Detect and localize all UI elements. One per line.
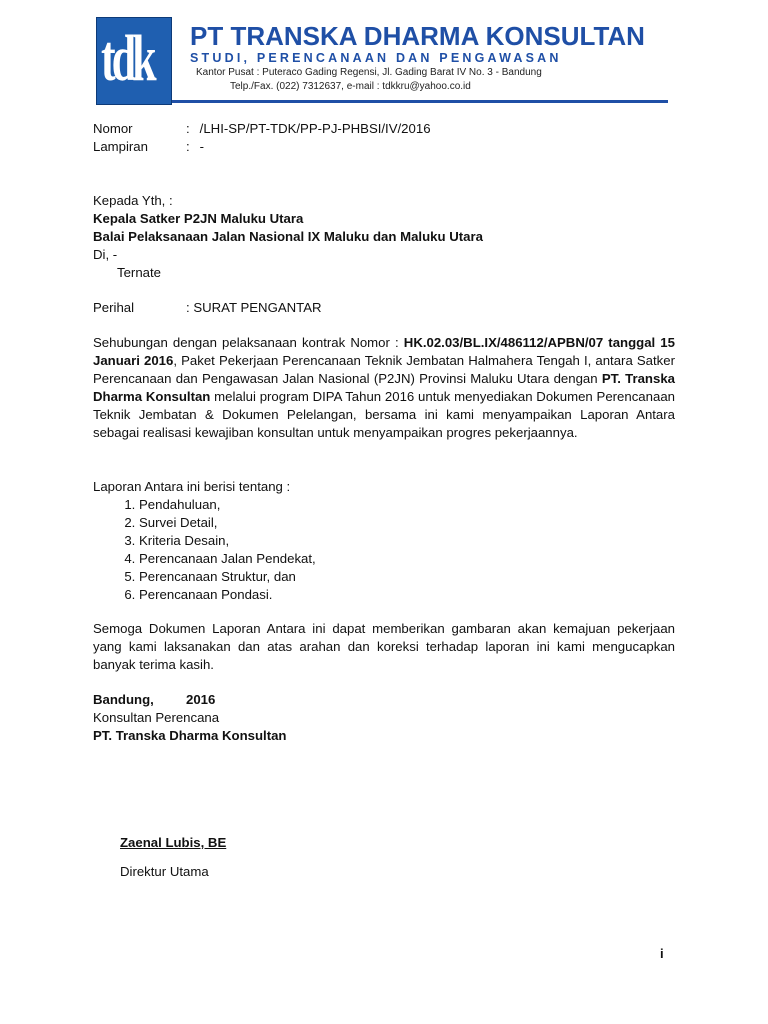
company-logo: [96, 17, 172, 105]
page-number: i: [660, 946, 664, 961]
closing-company: PT. Transka Dharma Konsultan: [93, 728, 287, 743]
logo-text: tdk: [101, 21, 153, 95]
company-contact: Telp./Fax. (022) 7312637, e-mail : tdkkru@yahoo.co.id: [230, 81, 471, 92]
company-mention: PT. Transka Dharma Konsultan: [93, 371, 675, 404]
letterhead-rule: [172, 100, 668, 103]
company-tagline: STUDI, PERENCANAAN DAN PENGAWASAN: [190, 51, 562, 65]
closing-place-date: [93, 691, 215, 709]
recipient-line-2: Balai Pelaksanaan Jalan Nasional IX Maluku dan Maluku Utara: [93, 229, 483, 244]
recipient-di: Di, -: [93, 247, 118, 262]
contract-number: HK.02.03/BL.IX/486112/APBN/07 tanggal 15 Januari 2016: [93, 335, 675, 368]
contents-list: [93, 496, 316, 604]
nomor-label: Nomor: [93, 121, 133, 136]
closing-place: Bandung,: [93, 692, 154, 707]
letterhead: [96, 17, 668, 105]
recipient-city: Ternate: [117, 265, 161, 280]
paragraph-1: Sehubungan dengan pelaksanaan kontrak Nomor : HK.02.03/BL.IX/486112/APBN/07 tanggal 15 Januari 2016, Paket Pekerjaan Perencanaan Teknik Jembatan Halmahera Tengah I, antara Satker Perencanaan dan Pengawasan Jalan Nasional (P2JN) Provinsi Maluku Utara dengan PT. Transka Dharma Konsultan melalui program DIPA Tahun 2016 untuk menyediakan Dokumen Perencanaan Teknik Jembatan & Dokumen Pelelangan, bersama ini kami menyampaikan Laporan Antara sebagai realisasi kewajiban konsultan untuk menyampaikan progres pekerjaannya.: [93, 335, 675, 440]
list-item: 6. Perencanaan Pondasi.: [139, 586, 316, 604]
list-item: 4. Perencanaan Jalan Pendekat,: [139, 550, 316, 568]
subject-label: Perihal: [93, 300, 135, 315]
paragraph-2: Semoga Dokumen Laporan Antara ini dapat memberikan gambaran akan kemajuan pekerjaan yang kami laksanakan dan atas arahan dan koreksi terhadap laporan ini kami mengucapkan banyak terima kasih.: [93, 621, 675, 672]
lampiran-row: Lampiran : -: [93, 139, 205, 154]
signer-name: Zaenal Lubis, BE: [120, 835, 227, 850]
recipient-line-1: Kepala Satker P2JN Maluku Utara: [93, 211, 304, 226]
closing-year: 2016: [186, 692, 216, 707]
list-item: 1. Pendahuluan,: [139, 496, 316, 514]
nomor-row: Nomor : /LHI-SP/PT-TDK/PP-PJ-PHBSI/IV/2016: [93, 121, 431, 136]
lampiran-label: Lampiran: [93, 139, 148, 154]
list-item: 3. Kriteria Desain,: [139, 532, 316, 550]
company-address: Kantor Pusat : Puteraco Gading Regensi, Jl. Gading Barat IV No. 3 - Bandung: [196, 67, 542, 78]
closing-role: Konsultan Perencana: [93, 710, 220, 725]
lampiran-value: -: [199, 139, 205, 154]
salutation: Kepada Yth, :: [93, 193, 173, 208]
company-name: PT TRANSKA DHARMA KONSULTAN: [190, 21, 645, 51]
list-intro: Laporan Antara ini berisi tentang :: [93, 479, 291, 494]
subject-row: [93, 299, 322, 317]
nomor-value: /LHI-SP/PT-TDK/PP-PJ-PHBSI/IV/2016: [199, 121, 431, 136]
list-item: 5. Perencanaan Struktur, dan: [139, 568, 316, 586]
list-item: 2. Survei Detail,: [139, 514, 316, 532]
signer-title: Direktur Utama: [120, 864, 209, 879]
subject-value: : SURAT PENGANTAR: [186, 300, 322, 315]
